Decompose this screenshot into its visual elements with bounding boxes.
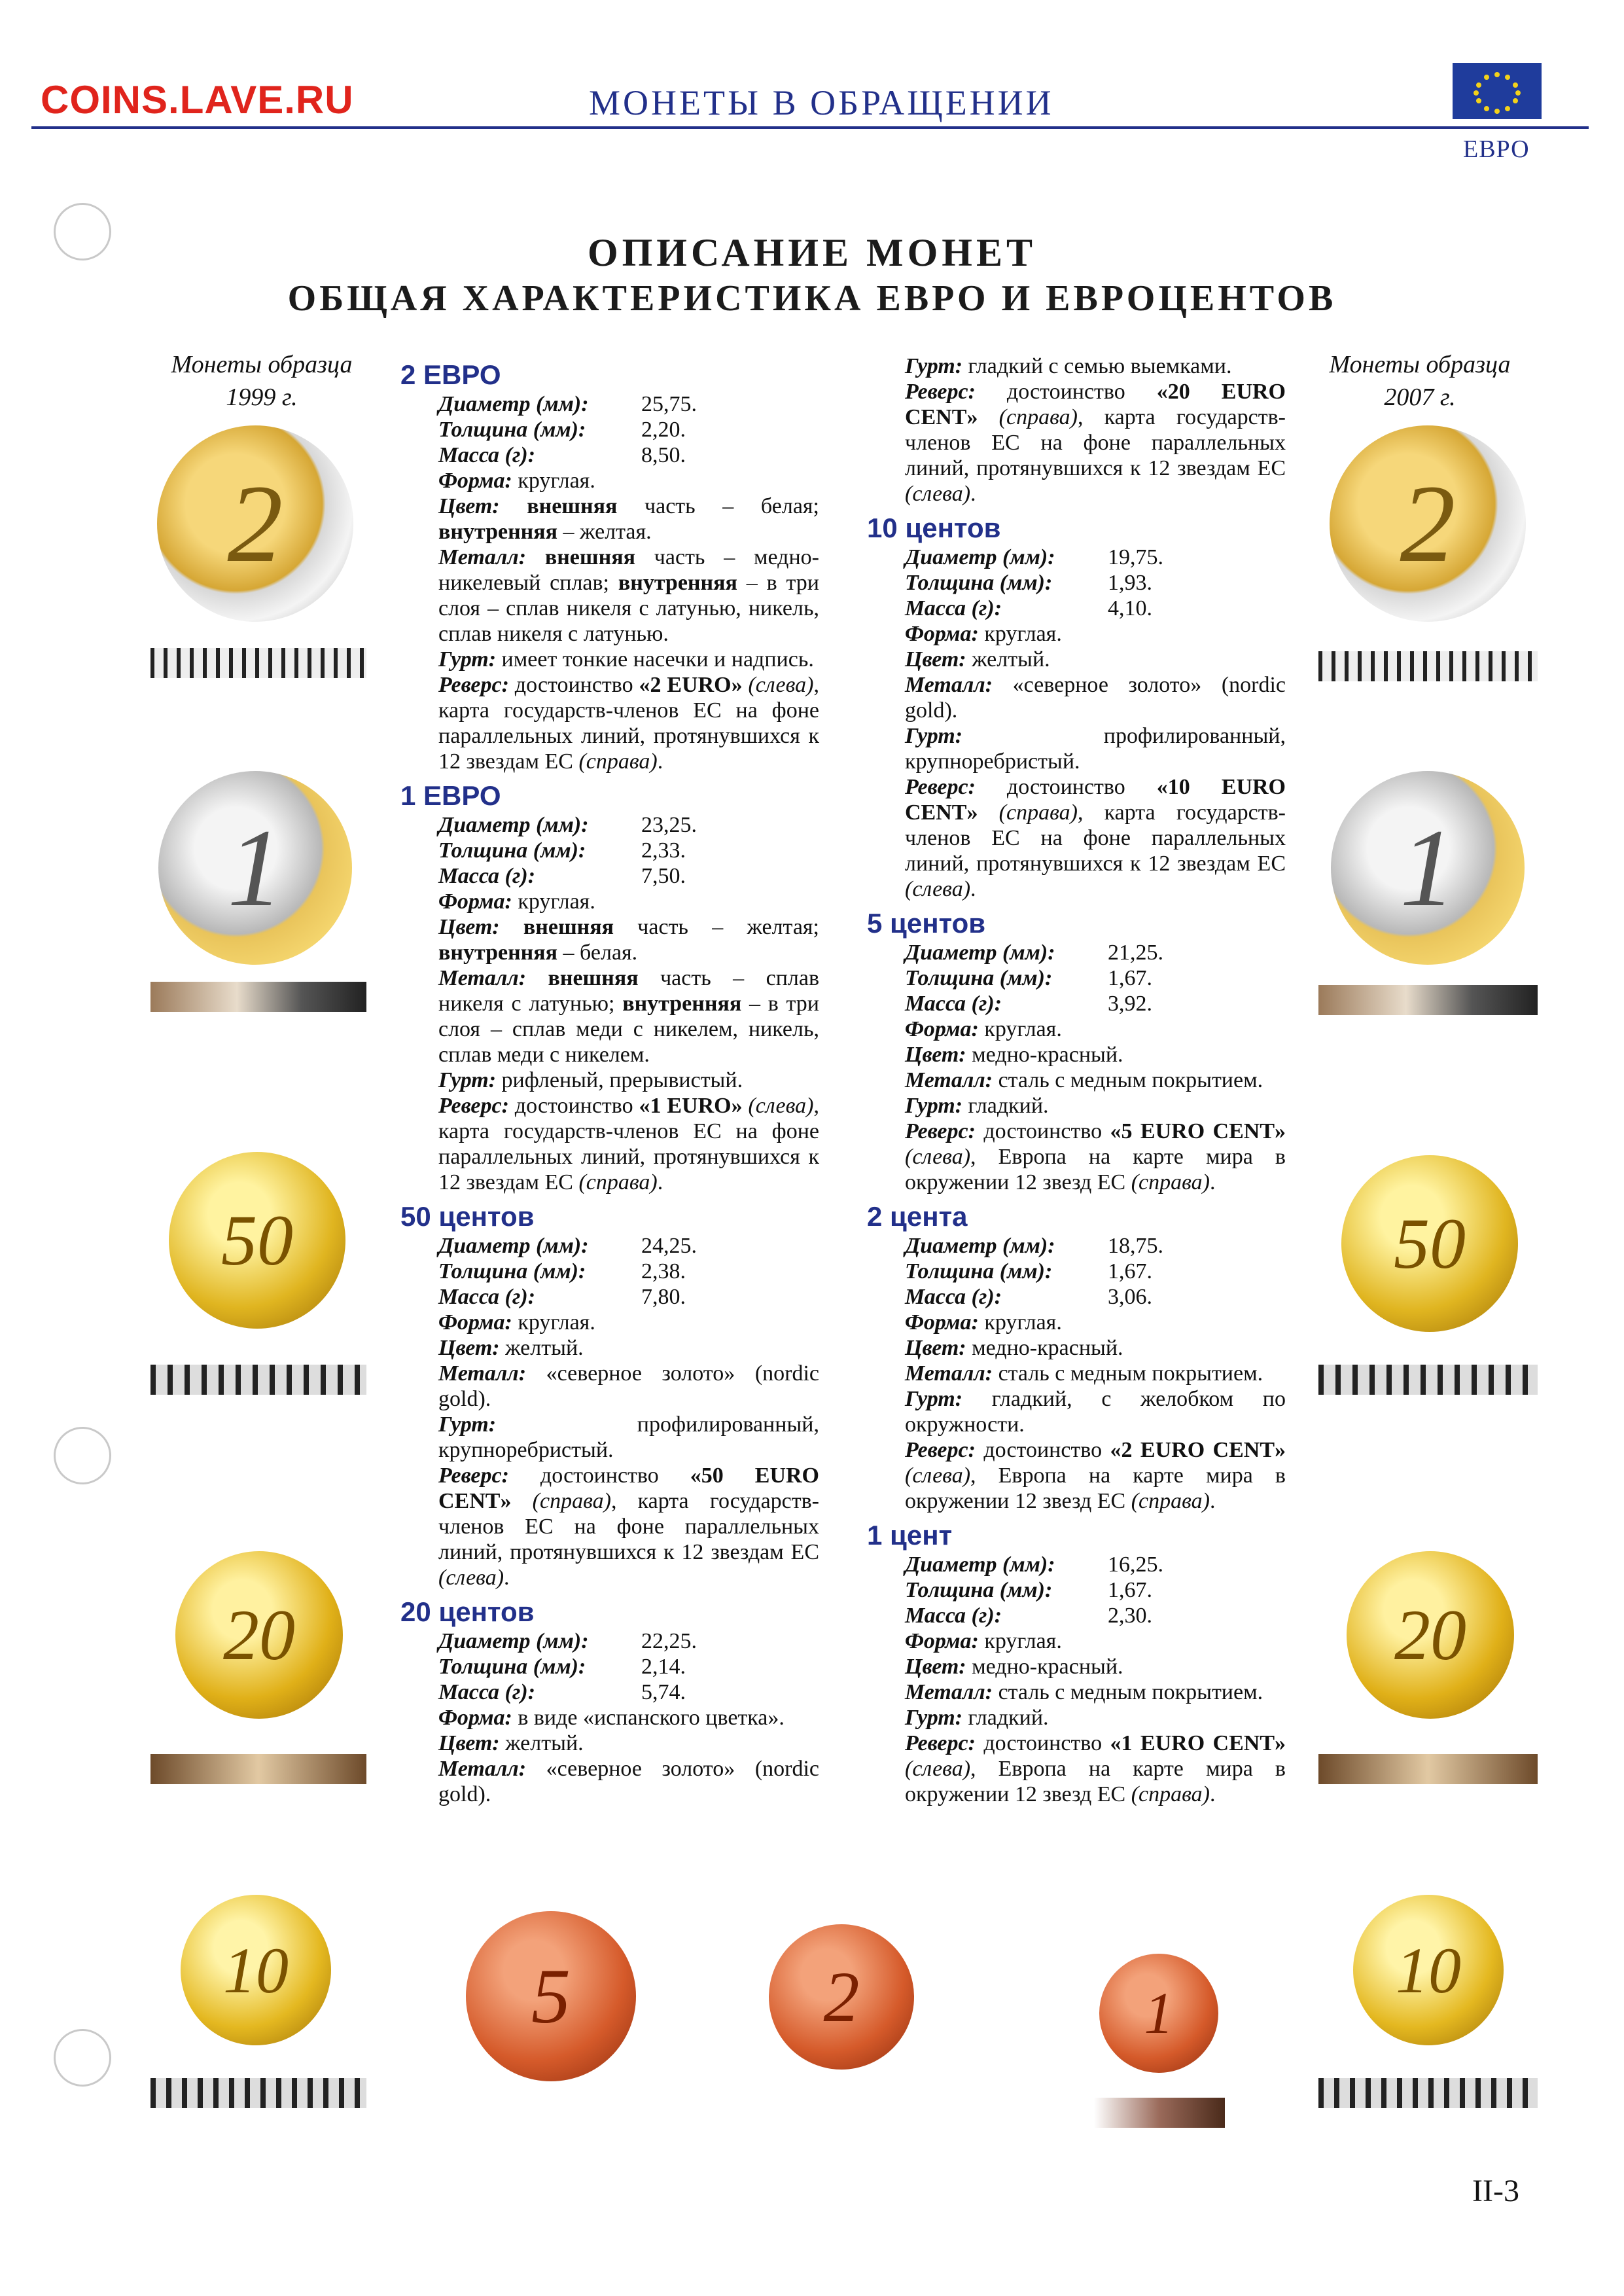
- left-caption-line2: 1999 г.: [226, 384, 298, 411]
- text-labels-edge: Гурт:: [905, 724, 963, 748]
- text-labels-color: Цвет:: [905, 1655, 966, 1679]
- text-coins-c20-rev_d: , карта государств-членов ЕС на фоне параллельных линий, протянувшихся к 12 звездам ЕС: [905, 405, 1286, 480]
- text-coins-c10-metal: «северное золото» (nordic gold).: [905, 673, 1286, 723]
- text-labels-edge: Гурт:: [438, 647, 497, 672]
- text-labels-metal: Металл:: [905, 673, 993, 697]
- text-labels-diameter: Диаметр (мм):: [438, 1234, 589, 1258]
- text-coins-c5-thickness: 1,67.: [1108, 966, 1152, 990]
- text-coins-c20-mass: 5,74.: [641, 1680, 686, 1704]
- text-coins-c2-rev_d: , Европа на карте мира в окружении 12 звезд ЕС: [905, 1463, 1286, 1513]
- text-coins-c20-color: желтый.: [499, 1731, 584, 1755]
- text-coins-e1-thickness: 2,33.: [641, 838, 686, 863]
- text-labels-edge: Гурт:: [905, 1706, 963, 1730]
- text-coins-c1-rev_c: (слева): [905, 1757, 971, 1781]
- text-coins-e1-metal_c: внутренняя: [614, 992, 742, 1016]
- coin-2-euro-1999: [157, 425, 353, 622]
- heading-10-cent: 10 центов: [867, 512, 1001, 543]
- label-mass: Масса (г):: [438, 443, 536, 467]
- text-coins-e2-metal_d: – в три слоя – сплав никеля с латунью, никель, сплав никеля с латунью.: [438, 571, 819, 646]
- coin-50-cent-2007: [1341, 1155, 1518, 1332]
- text-coin_labels-6: 2: [823, 1956, 860, 2037]
- coin-5-cent: [466, 1911, 636, 2081]
- text-coins-c5-rev_a: достоинство: [975, 1119, 1110, 1143]
- text-coins-c50-rev_d: , карта государств-членов ЕС на фоне параллельных линий, протянувшихся к 12 звездам ЕС: [438, 1489, 820, 1564]
- text-coins-c20-thickness: 2,14.: [641, 1655, 686, 1679]
- text-labels-edge: Гурт:: [905, 1387, 963, 1411]
- text-coin_labels-4: 10: [223, 1933, 289, 2007]
- text-labels-thickness: Толщина (мм):: [905, 571, 1053, 595]
- coin-2-cent: [769, 1924, 914, 2070]
- text-coins-c50-edge: профилированный, крупноребристый.: [438, 1412, 819, 1462]
- text-labels-edge: Гурт:: [438, 1068, 497, 1092]
- text-coins-c5-rev_b: «5 EURO CENT»: [1110, 1119, 1286, 1143]
- coin-50-cent-1999: [169, 1152, 345, 1329]
- heading-50-cent: 50 центов: [400, 1201, 535, 1232]
- text-labels-diameter: Диаметр (мм):: [905, 545, 1055, 569]
- coin-edge: [150, 1365, 366, 1395]
- text-labels-mass: Масса (г):: [438, 1680, 536, 1704]
- text-coins-c1-rev_b: «1 EURO CENT»: [1110, 1731, 1286, 1755]
- text-coin_labels-7: 1: [1144, 1981, 1174, 2046]
- right-caption-line1: Монеты образца: [1329, 351, 1511, 378]
- text-labels-mass: Масса (г):: [905, 596, 1002, 620]
- text-coins-c5-metal: сталь с медным покрытием.: [993, 1068, 1263, 1092]
- text-coin_labels-4: 10: [1396, 1933, 1461, 2007]
- text-labels-metal: Металл:: [438, 1361, 527, 1386]
- text-coins-c50-color: желтый.: [499, 1336, 584, 1360]
- text-coins-e2-rev_c: (слева): [742, 673, 814, 697]
- text-labels-reverse: Реверс:: [438, 673, 509, 697]
- text-coins-c50-shape: круглая.: [512, 1310, 595, 1335]
- text-coins-c50-metal: «северное золото» (nordic gold).: [438, 1361, 819, 1411]
- text-labels-mass: Масса (г):: [905, 992, 1002, 1016]
- coin-edge: [1318, 651, 1538, 681]
- text-coin_labels-2: 50: [1394, 1203, 1466, 1283]
- text-labels-diameter: Диаметр (мм):: [905, 1552, 1055, 1577]
- text-labels-color: Цвет:: [438, 915, 500, 939]
- header-rule: [31, 126, 1589, 129]
- text-coins-c1-rev_e: (справа): [1131, 1782, 1210, 1806]
- text-labels-metal: Металл:: [905, 1068, 993, 1092]
- text-labels-thickness: Толщина (мм):: [438, 1259, 586, 1283]
- text-labels-shape: Форма:: [905, 1629, 979, 1653]
- text-labels-shape: Форма:: [438, 1310, 512, 1335]
- text-labels-color: Цвет:: [438, 1731, 500, 1755]
- text-coins-e1-rev_a: достоинство: [508, 1094, 639, 1118]
- heading-1-euro: 1 ЕВРО: [400, 780, 501, 811]
- text-coins-e1-metal_b: часть – сплав никеля с латунью;: [438, 966, 820, 1016]
- text-labels-edge: Гурт:: [438, 1412, 497, 1437]
- text-coins-e1-rev_d: , карта государств-членов ЕС на фоне параллельных линий, протянувшихся к 12 звездам ЕС: [438, 1094, 819, 1194]
- text-labels-reverse: Реверс:: [905, 1731, 976, 1755]
- text-labels-reverse: Реверс:: [905, 1119, 976, 1143]
- text-coins-e1-color_a: внешняя: [499, 915, 614, 939]
- coin-edge: [1318, 1754, 1538, 1784]
- site-name: COINS.LAVE.RU: [41, 78, 354, 122]
- coin-edge: [150, 1754, 366, 1784]
- text-coins-c2-shape: круглая.: [978, 1310, 1062, 1335]
- value-mass: 8,50.: [641, 443, 686, 467]
- text-coins-c20-rev_b: «20 EURO CENT»: [905, 380, 1286, 429]
- text-labels-mass: Масса (г):: [905, 1285, 1002, 1309]
- text-coins-c10-rev_a: достоинство: [975, 775, 1157, 799]
- text-coins-e1-rev_f: .: [657, 1170, 663, 1194]
- text-labels-metal: Металл:: [438, 545, 527, 569]
- text-coins-c1-diameter: 16,25.: [1108, 1552, 1163, 1577]
- text-coin_labels-0: 2: [227, 461, 283, 585]
- coin-20-cent-2007: [1347, 1551, 1514, 1719]
- text-coin_labels-3: 20: [223, 1594, 295, 1675]
- coin-1-euro-2007: [1331, 771, 1525, 965]
- text-coins-c1-mass: 2,30.: [1108, 1604, 1152, 1628]
- page-subtitle: ОБЩАЯ ХАРАКТЕРИСТИКА ЕВРО И ЕВРОЦЕНТОВ: [287, 278, 1337, 319]
- text-coins-c1-color: медно-красный.: [966, 1655, 1123, 1679]
- text-labels-shape: Форма:: [905, 1310, 979, 1335]
- text-coins-c2-metal: сталь с медным покрытием.: [993, 1361, 1263, 1386]
- page-number: II-3: [1472, 2174, 1519, 2208]
- text-coins-c50-rev_f: .: [504, 1566, 510, 1590]
- left-caption-line1: Монеты образца: [171, 351, 353, 378]
- text-coins-c50-thickness: 2,38.: [641, 1259, 686, 1283]
- text-coins-e2-rev_d: , карта государств-членов ЕС на фоне параллельных линий, протянувшихся к 12 звездам ЕС: [438, 673, 819, 774]
- text-coins-c20-metal: «северное золото» (nordic gold).: [438, 1757, 819, 1806]
- text-coins-c50-rev_b: «50 EURO CENT»: [438, 1463, 820, 1513]
- text-labels-shape: Форма:: [905, 622, 979, 646]
- text-coins-c50-rev_a: достоинство: [508, 1463, 690, 1488]
- text-coins-e2-metal_c: внутренняя: [609, 571, 737, 595]
- coin-1-euro-1999: [158, 771, 352, 965]
- text-coins-e1-color_c: внутренняя: [438, 941, 558, 965]
- coin-edge: [1318, 2078, 1538, 2108]
- text-coins-c20-rev_e: (слева): [905, 482, 971, 506]
- text-coins-c1-edge: гладкий.: [962, 1706, 1049, 1730]
- coin-edge: [1094, 2098, 1225, 2128]
- text-coins-e2-shape: круглая.: [512, 469, 595, 493]
- text-coins-c2-mass: 3,06.: [1108, 1285, 1152, 1309]
- coin-10-cent-1999: [181, 1895, 331, 2045]
- text-coins-c5-mass: 3,92.: [1108, 992, 1152, 1016]
- text-labels-thickness: Толщина (мм):: [905, 966, 1053, 990]
- text-coins-c10-diameter: 19,75.: [1108, 545, 1163, 569]
- text-labels-edge: Гурт:: [905, 1094, 963, 1118]
- coin-edge: [150, 648, 366, 678]
- text-labels-reverse: Реверс:: [905, 775, 976, 799]
- text-coins-c1-metal: сталь с медным покрытием.: [993, 1680, 1263, 1704]
- text-coins-c10-rev_b: «10 EURO CENT»: [905, 775, 1286, 825]
- text-column-left: [400, 353, 819, 1807]
- text-coins-e2-edge: имеет тонкие насечки и надпись.: [496, 647, 814, 672]
- text-coins-c50-diameter: 24,25.: [641, 1234, 697, 1258]
- text-coins-c1-rev_d: , Европа на карте мира в окружении 12 звезд ЕС: [905, 1757, 1286, 1806]
- text-coins-c10-rev_d: , карта государств-членов ЕС на фоне параллельных линий, протянувшихся к 12 звездам ЕС: [905, 800, 1286, 876]
- text-coins-c50-mass: 7,80.: [641, 1285, 686, 1309]
- coin-edge: [1318, 985, 1538, 1015]
- text-coins-c2-rev_b: «2 EURO CENT»: [1110, 1438, 1286, 1462]
- text-coins-c2-rev_a: достоинство: [975, 1438, 1110, 1462]
- text-coins-c10-rev_f: .: [970, 877, 976, 901]
- text-labels-diameter: Диаметр (мм):: [905, 1234, 1055, 1258]
- text-coin_labels-1: 1: [1400, 806, 1456, 929]
- text-coin_labels-3: 20: [1394, 1594, 1466, 1675]
- text-labels-mass: Масса (г):: [438, 1285, 536, 1309]
- text-coins-c1-thickness: 1,67.: [1108, 1578, 1152, 1602]
- text-labels-color: Цвет:: [905, 1043, 966, 1067]
- text-coins-c5-edge: гладкий.: [962, 1094, 1049, 1118]
- heading-2-cent: 2 цента: [867, 1201, 968, 1232]
- text-coins-c10-rev_c: (справа): [978, 800, 1078, 825]
- text-coins-c20-rev_f: .: [970, 482, 976, 506]
- value-thickness: 2,20.: [641, 418, 686, 442]
- text-labels-reverse: Реверс:: [438, 1094, 509, 1118]
- text-coins-e1-rev_c: (слева): [742, 1094, 814, 1118]
- text-coins-c10-shape: круглая.: [978, 622, 1062, 646]
- region-label: ЕВРО: [1463, 135, 1530, 163]
- text-labels-mass: Масса (г):: [905, 1604, 1002, 1628]
- text-coins-c10-color: желтый.: [966, 647, 1050, 672]
- text-coins-e2-rev_f: .: [657, 749, 663, 774]
- text-labels-shape: Форма:: [438, 889, 512, 914]
- coin-edge: [1318, 1365, 1538, 1395]
- text-coins-c2-diameter: 18,75.: [1108, 1234, 1163, 1258]
- coin-20-cent-1999: [175, 1551, 343, 1719]
- text-coins-e1-mass: 7,50.: [641, 864, 686, 888]
- text-coins-c2-rev_c: (слева): [905, 1463, 971, 1488]
- text-labels-color: Цвет:: [905, 647, 966, 672]
- text-coins-c5-shape: круглая.: [978, 1017, 1062, 1041]
- text-coins-c20-edge: гладкий с семью выемками.: [962, 354, 1232, 378]
- text-coin_labels-5: 5: [531, 1952, 571, 2039]
- right-caption-line2: 2007 г.: [1384, 384, 1456, 411]
- text-coins-e2-color_b: часть – белая;: [617, 494, 819, 518]
- text-coins-e2-color_a: внешняя: [499, 494, 618, 518]
- text-coins-e1-metal_d: – в три слоя – сплав меди с никелем, никель, сплав меди с никелем.: [438, 992, 819, 1067]
- text-coins-c2-edge: гладкий, с желобком по окружности.: [905, 1387, 1286, 1437]
- section-title: МОНЕТЫ В ОБРАЩЕНИИ: [589, 83, 1054, 122]
- text-coins-c10-mass: 4,10.: [1108, 596, 1152, 620]
- text-coins-c10-rev_e: (слева): [905, 877, 971, 901]
- text-coin_labels-1: 1: [227, 806, 283, 929]
- text-coin_labels-2: 50: [221, 1200, 293, 1280]
- text-labels-color: Цвет:: [438, 494, 500, 518]
- text-coins-c20-rev_a: достоинство: [975, 380, 1157, 404]
- text-coins-c2-rev_f: .: [1209, 1489, 1216, 1513]
- binder-hole: [54, 1427, 111, 1484]
- text-labels-reverse: Реверс:: [905, 1438, 976, 1462]
- value-diameter: 25,75.: [641, 392, 697, 416]
- label-thickness: Толщина (мм):: [438, 418, 586, 442]
- text-coins-c5-rev_e: (справа): [1131, 1170, 1210, 1194]
- text-coins-e2-metal_b: часть – медно-никелевый сплав;: [438, 545, 819, 595]
- text-coins-e2-rev_a: достоинство: [508, 673, 639, 697]
- coin-1-cent: [1099, 1954, 1218, 2073]
- text-coins-c2-thickness: 1,67.: [1108, 1259, 1152, 1283]
- text-labels-shape: Форма:: [438, 469, 512, 493]
- text-coin_labels-0: 2: [1400, 461, 1456, 585]
- text-coins-e2-color_d: – желтая.: [557, 520, 652, 544]
- text-labels-metal: Металл:: [438, 1757, 527, 1781]
- text-coins-e1-color_b: часть – желтая;: [614, 915, 819, 939]
- text-coins-e1-metal_a: внешняя: [526, 966, 639, 990]
- text-coins-e2-rev_e: (справа): [578, 749, 658, 774]
- text-coins-c5-rev_c: (слева): [905, 1145, 971, 1169]
- text-labels-metal: Металл:: [438, 966, 527, 990]
- text-coins-c5-rev_f: .: [1209, 1170, 1216, 1194]
- text-labels-metal: Металл:: [905, 1680, 993, 1704]
- text-coins-c2-color: медно-красный.: [966, 1336, 1123, 1360]
- text-coins-e1-rev_e: (справа): [578, 1170, 658, 1194]
- text-labels-diameter: Диаметр (мм):: [438, 1629, 589, 1653]
- right-caption: [1302, 348, 1538, 414]
- heading-5-cent: 5 центов: [867, 908, 986, 939]
- text-coins-c5-diameter: 21,25.: [1108, 941, 1163, 965]
- coin-edge: [150, 2078, 366, 2108]
- coin-edge: [150, 982, 366, 1012]
- text-coins-e1-diameter: 23,25.: [641, 813, 697, 837]
- text-coins-e2-rev_b: «2 EURO»: [639, 673, 743, 697]
- coin-10-cent-2007: [1353, 1895, 1504, 2045]
- text-labels-reverse: Реверс:: [438, 1463, 509, 1488]
- page-title: ОПИСАНИЕ МОНЕТ: [587, 231, 1037, 274]
- text-coins-e1-edge: рифленый, прерывистый.: [496, 1068, 743, 1092]
- text-labels-color: Цвет:: [905, 1336, 966, 1360]
- heading-2-euro: 2 ЕВРО: [400, 359, 501, 390]
- text-coins-c10-edge: профилированный, крупноребристый.: [905, 724, 1286, 774]
- text-coins-c2-rev_e: (справа): [1131, 1489, 1210, 1513]
- text-labels-color: Цвет:: [438, 1336, 500, 1360]
- text-coins-c50-rev_c: (справа): [511, 1489, 611, 1513]
- label-diameter: Диаметр (мм):: [438, 392, 589, 416]
- text-coins-c20-diameter: 22,25.: [641, 1629, 697, 1653]
- text-coins-c1-rev_f: .: [1209, 1782, 1216, 1806]
- text-labels-reverse: Реверс:: [905, 380, 976, 404]
- text-labels-thickness: Толщина (мм):: [905, 1259, 1053, 1283]
- text-coins-c5-color: медно-красный.: [966, 1043, 1123, 1067]
- text-coins-c20-shape: в виде «испанского цветка».: [512, 1706, 785, 1730]
- text-labels-edge: Гурт:: [905, 354, 963, 378]
- text-coins-c50-rev_e: (слева): [438, 1566, 504, 1590]
- text-coins-e1-color_d: – белая.: [557, 941, 638, 965]
- text-labels-shape: Форма:: [438, 1706, 512, 1730]
- eu-flag-icon: [1453, 63, 1542, 119]
- text-coins-e2-metal_a: внешняя: [526, 545, 635, 569]
- text-coins-e1-shape: круглая.: [512, 889, 595, 914]
- text-coins-e2-color_c: внутренняя: [438, 520, 558, 544]
- text-labels-diameter: Диаметр (мм):: [905, 941, 1055, 965]
- coin-2-euro-2007: [1330, 425, 1526, 622]
- text-labels-metal: Металл:: [905, 1361, 993, 1386]
- text-labels-thickness: Толщина (мм):: [438, 1655, 586, 1679]
- left-caption: [144, 348, 380, 414]
- text-labels-thickness: Толщина (мм):: [905, 1578, 1053, 1602]
- text-coins-c1-rev_a: достоинство: [975, 1731, 1110, 1755]
- binder-hole: [54, 2029, 111, 2087]
- text-coins-c10-thickness: 1,93.: [1108, 571, 1152, 595]
- text-labels-diameter: Диаметр (мм):: [438, 813, 589, 837]
- heading-20-cent: 20 центов: [400, 1596, 535, 1627]
- text-labels-shape: Форма:: [905, 1017, 979, 1041]
- text-coins-e1-rev_b: «1 EURO»: [639, 1094, 743, 1118]
- text-labels-mass: Масса (г):: [438, 864, 536, 888]
- text-coins-c20-rev_c: (справа): [978, 405, 1078, 429]
- text-coins-c5-rev_d: , Европа на карте мира в окружении 12 звезд ЕС: [905, 1145, 1286, 1194]
- text-column-right: [867, 353, 1286, 1807]
- text-labels-thickness: Толщина (мм):: [438, 838, 586, 863]
- text-coins-c1-shape: круглая.: [978, 1629, 1062, 1653]
- heading-1-cent: 1 цент: [867, 1520, 953, 1551]
